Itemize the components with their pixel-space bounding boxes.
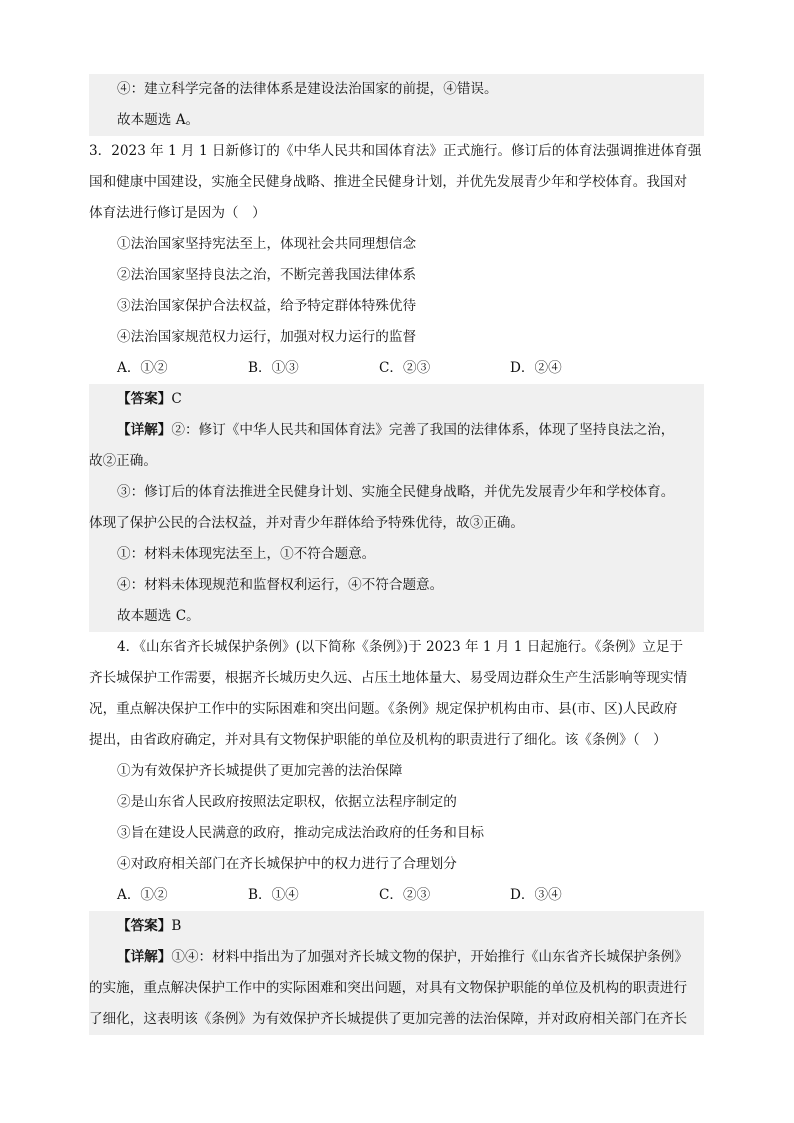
q4-stem-line: 齐长城保护工作需要，根据齐长城历史久远、占压土地体量大、易受周边群众生产生活影响等现实情 [89,670,688,686]
q4-detail-line [89,942,704,973]
q4-item: ④对政府相关部门在齐长城保护中的权力进行了合理划分 [117,856,457,872]
q3-option-b: B．①③ [248,360,299,376]
q2-explanation-block [89,74,704,136]
q4-answer-block [89,911,704,1035]
q4-item: ③旨在建设人民满意的政府，推动完成法治政府的任务和目标 [117,825,485,841]
q3-answer-block [89,384,704,632]
q3-option-d: D．②④ [510,360,562,376]
q3-answer [89,384,704,415]
question-4 [89,632,704,911]
q3-detail-line: ①：材料未体现宪法至上，①不符合题意。 [117,546,376,562]
q3-conclusion: 故本题选 C。 [117,608,200,624]
q4-option-a: A．①② [117,887,168,903]
question-3 [89,136,704,384]
detail-text: ①④：材料中指出为了加强对齐长城文物的保护，开始推行《山东省齐长城保护条例》 [171,949,688,965]
q3-item: ②法治国家坚持良法之治，不断完善我国法律体系 [117,267,417,283]
q4-option-d: D．③④ [510,887,562,903]
detail-label: 【详解】 [117,422,172,438]
q4-item: ②是山东省人民政府按照法定职权，依据立法程序制定的 [117,794,457,810]
answer-label: 【答案】 [117,391,172,407]
q4-options [89,880,704,911]
q4-option-c: C．②③ [379,887,431,903]
q3-item: ④法治国家规范权力运行，加强对权力运行的监督 [117,329,417,345]
detail-text: ②：修订《中华人民共和国体育法》完善了我国的法律体系，体现了坚持良法之治， [171,422,675,438]
q2-conclusion: 故本题选 A。 [117,112,200,128]
q3-detail-line: ④：材料未体现规范和监督权利运行，④不符合题意。 [117,577,444,593]
q4-detail-line: 的实施，重点解决保护工作中的实际困难和突出问题，对具有文物保护职能的单位及机构的职责进行 [89,980,688,996]
q3-options [89,353,704,384]
q3-item: ③法治国家保护合法权益，给予特定群体特殊优待 [117,298,417,314]
detail-label: 【详解】 [117,949,172,965]
q4-stem-line: 4．《山东省齐长城保护条例》(以下简称《条例》)于 2023 年 1 月 1 日起施行。《条例》立足于 [117,639,684,655]
q3-item: ①法治国家坚持宪法至上，体现社会共同理想信念 [117,236,417,252]
answer-label: 【答案】 [117,918,172,934]
q3-stem-line: 3．2023 年 1 月 1 日新修订的《中华人民共和国体育法》正式施行。修订后的体育法强调推进体育强 [89,143,702,159]
document-page [89,74,704,1035]
q3-option-c: C．②③ [379,360,431,376]
q3-stem-line: 国和健康中国建设，实施全民健身战略、推进全民健身计划，并优先发展青少年和学校体育。我国对 [89,174,688,190]
q3-detail-line [89,415,704,446]
q4-stem-line: 况，重点解决保护工作中的实际困难和突出问题。《条例》规定保护机构由市、县(市、区)人民政府 [89,701,678,717]
q3-detail-line: 体现了保护公民的合法权益，并对青少年群体给予特殊优待，故③正确。 [89,515,524,531]
q4-stem-line: 提出，由省政府确定，并对具有文物保护职能的单位及机构的职责进行了细化。该《条例》（ ） [89,732,667,748]
q4-answer [89,911,704,942]
q4-detail-line: 了细化，这表明该《条例》为有效保护齐长城提供了更加完善的法治保障，并对政府相关部门在齐长 [89,1011,688,1027]
q4-item: ①为有效保护齐长城提供了更加完善的法治保障 [117,763,403,779]
q2-explanation-line: ④：建立科学完备的法律体系是建设法治国家的前提，④错误。 [117,81,498,97]
q3-detail-line: ③：修订后的体育法推进全民健身计划、实施全民健身战略，并优先发展青少年和学校体育。 [117,484,675,500]
q3-detail-line: 故②正确。 [89,453,157,469]
answer-value: C [171,391,182,407]
q4-option-b: B．①④ [248,887,299,903]
answer-value: B [171,918,182,934]
q3-stem-line: 体育法进行修订是因为（ ） [89,205,266,221]
q3-option-a: A．①② [117,360,168,376]
